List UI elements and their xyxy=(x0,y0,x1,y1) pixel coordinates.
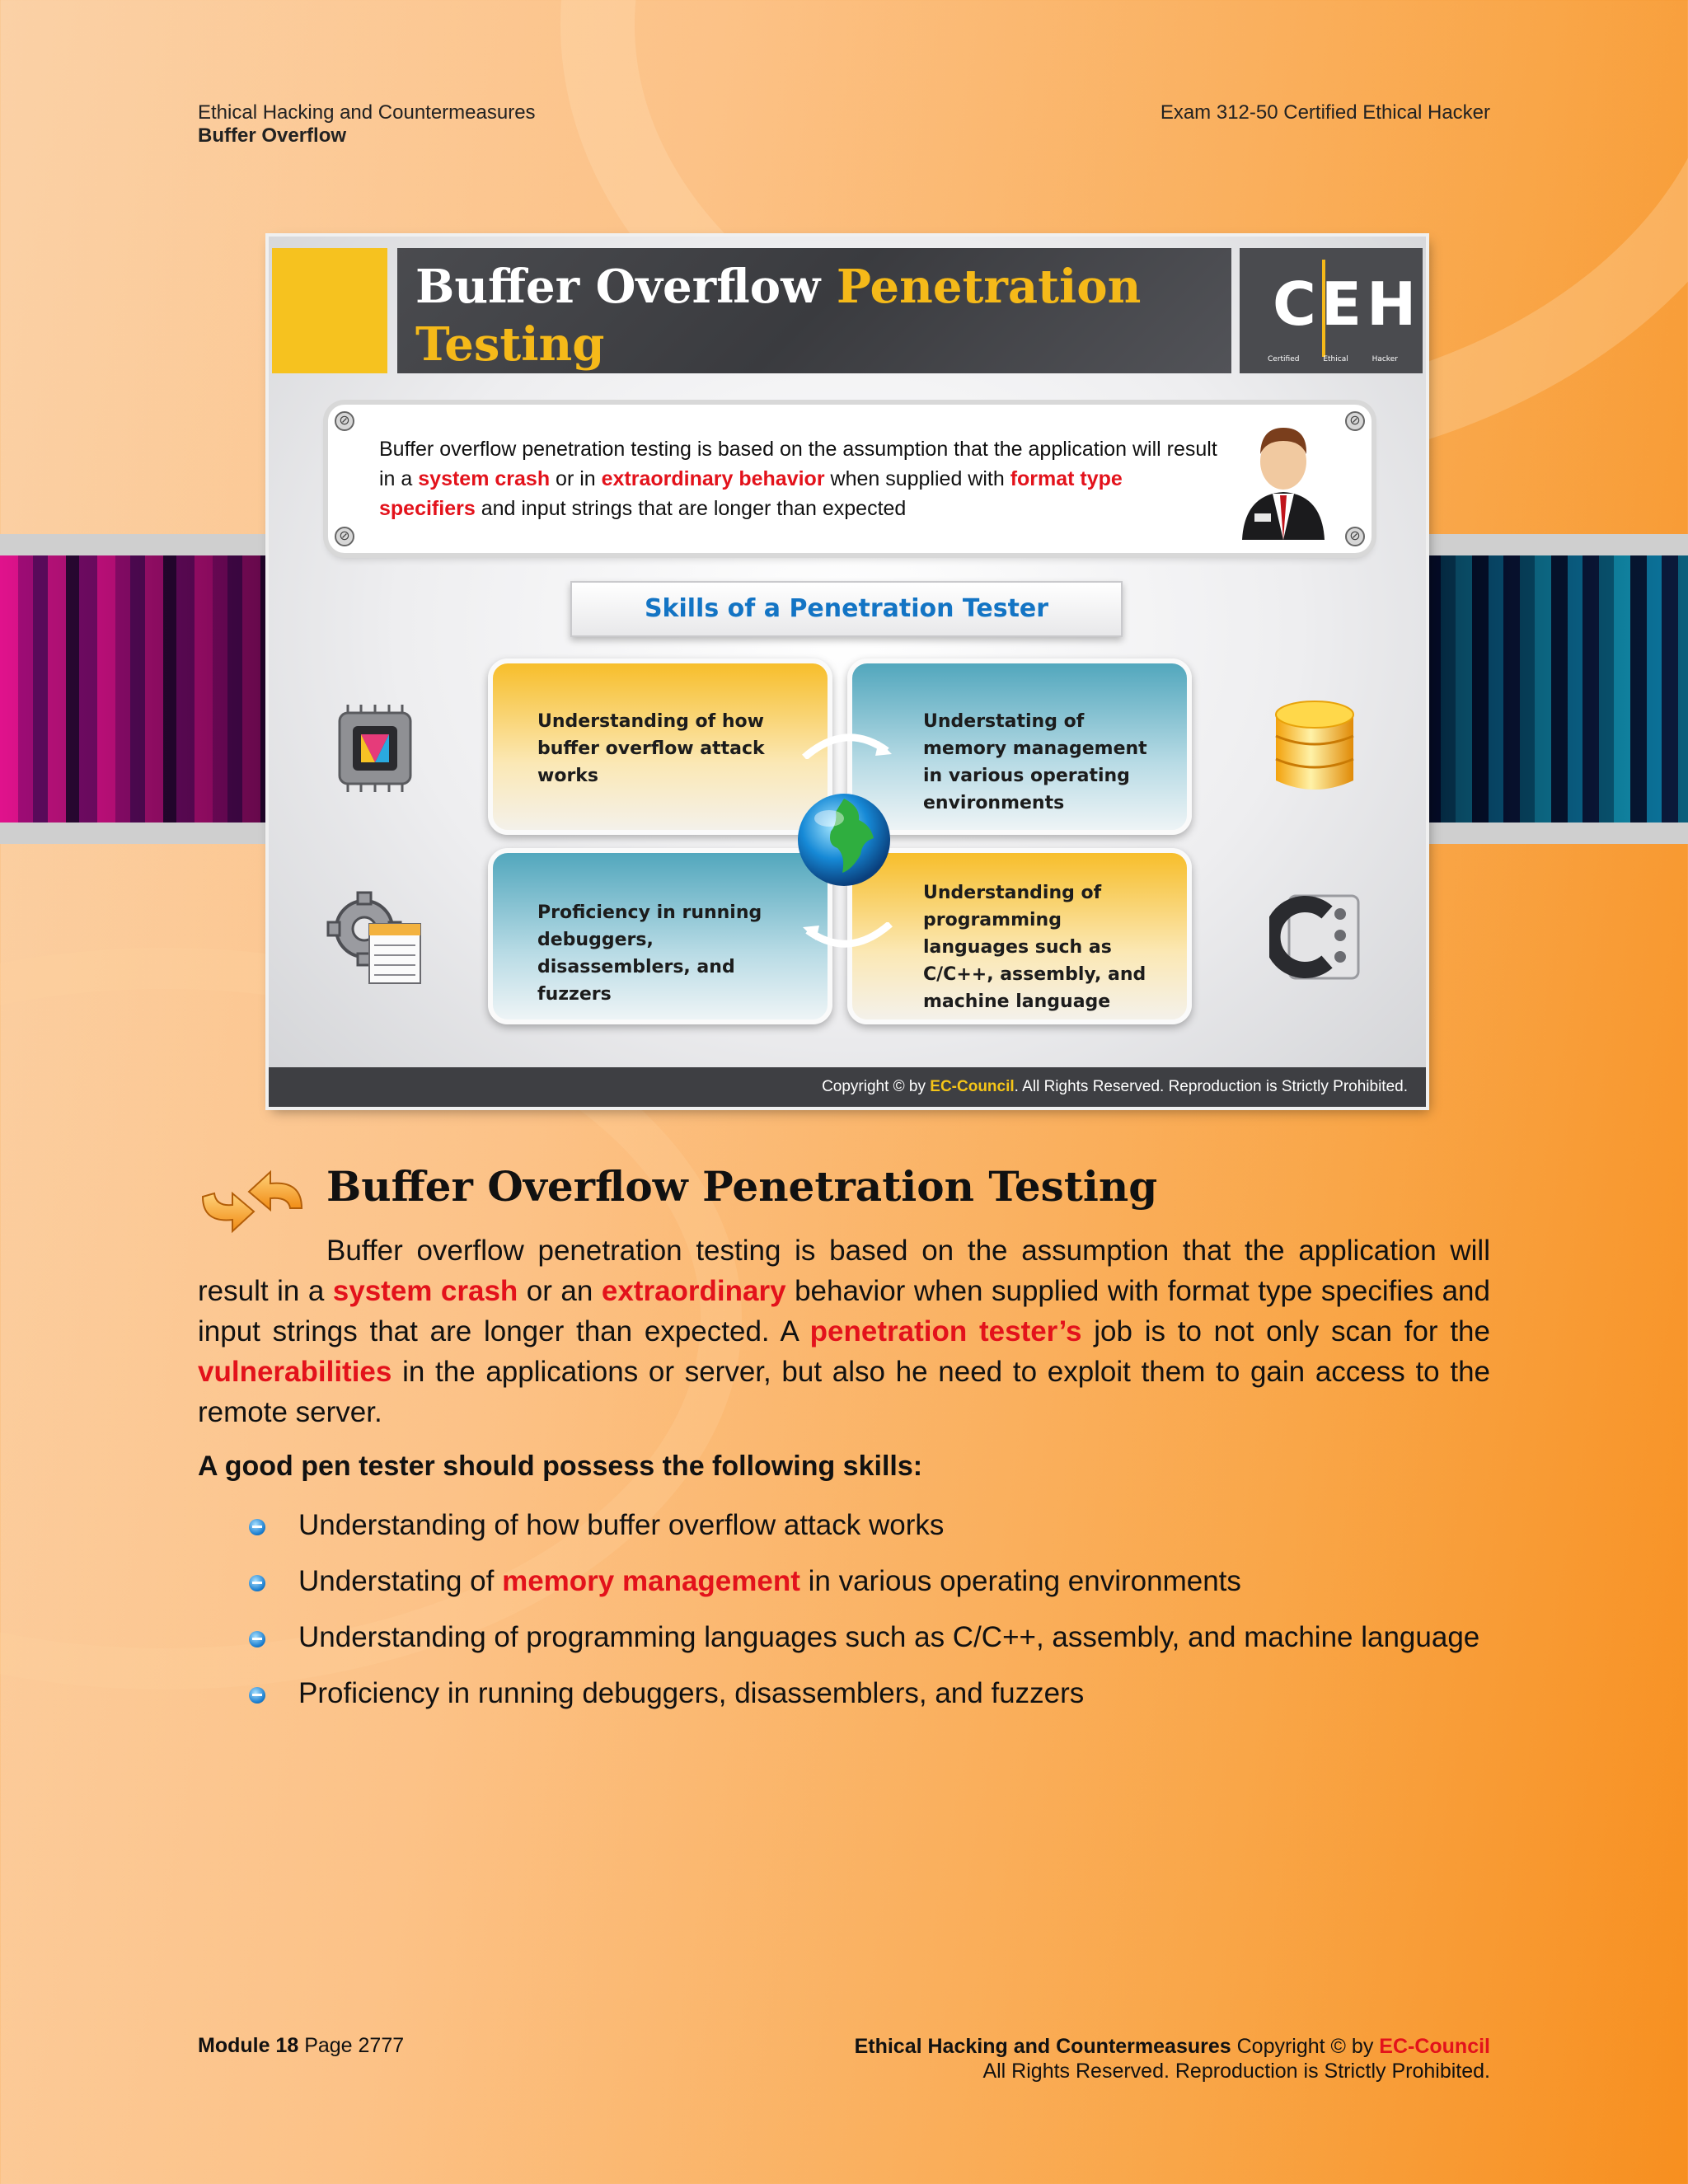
footer-course-title: Ethical Hacking and Countermeasures xyxy=(854,2035,1231,2058)
skill-cell: Proficiency in running debuggers, disassemblers, and fuzzers xyxy=(488,848,832,1024)
intro-highlight: format type specifiers xyxy=(379,467,1123,520)
list-item xyxy=(247,1505,1490,1546)
bullet-icon xyxy=(249,1575,265,1591)
list-item-text: in various operating environments xyxy=(799,1565,1241,1597)
skill-cell: Understating of memory management in various operating environments xyxy=(847,658,1192,835)
header-exam-title: Exam 312-50 Certified Ethical Hacker xyxy=(1160,101,1490,124)
page-footer-right xyxy=(855,2034,1490,2083)
paragraph-text: in the applications or server, but also he need to exploit them to gain access to the remote server. xyxy=(198,1356,1490,1428)
skills-list xyxy=(247,1505,1490,1729)
globe-icon xyxy=(795,790,893,889)
slide-title-part1: Buffer Overflow xyxy=(415,260,837,314)
bullet-icon xyxy=(249,1687,265,1704)
skills-heading: A good pen tester should possess the following skills: xyxy=(198,1451,923,1482)
decorative-stripe-left xyxy=(0,534,272,844)
list-item xyxy=(247,1561,1490,1602)
list-item-text: Understanding of programming languages such as C/C++, assembly, and machine language xyxy=(298,1621,1480,1653)
slide-image xyxy=(269,237,1426,1107)
chip-icon xyxy=(328,701,422,795)
intro-highlight: system crash xyxy=(418,467,551,490)
paragraph-highlight: system crash xyxy=(332,1275,518,1307)
paragraph-highlight: vulnerabilities xyxy=(198,1356,392,1388)
bullet-icon xyxy=(249,1631,265,1647)
intro-highlight: extraordinary behavior xyxy=(601,467,825,490)
gear-document-icon xyxy=(325,888,427,987)
list-item-highlight: memory management xyxy=(502,1565,800,1597)
list-item-text: Understanding of how buffer overflow attack works xyxy=(298,1509,945,1541)
section-paragraph xyxy=(198,1230,1490,1432)
skill-cell: Understanding of programming languages such as C/C++, assembly, and machine language xyxy=(847,848,1192,1024)
screw-icon: ⊘ xyxy=(1345,527,1365,546)
skills-title: Skills of a Penetration Tester xyxy=(570,581,1123,637)
slide-title xyxy=(397,248,1231,373)
page-header-left xyxy=(198,101,536,148)
ceh-logo xyxy=(1240,248,1423,373)
slide-title-part2: Penetration Testing xyxy=(415,260,1142,372)
header-module-title: Buffer Overflow xyxy=(198,124,347,147)
paragraph-text: Buffer overflow penetration testing is based on the assumption that the application will result in a xyxy=(198,1235,1490,1307)
c-language-icon xyxy=(1269,889,1365,985)
screw-icon: ⊘ xyxy=(335,411,354,431)
intro-box xyxy=(328,405,1372,553)
intro-text-part: Buffer overflow penetration testing is based on the assumption that the application will result in a xyxy=(379,438,1217,490)
paragraph-text: or an xyxy=(518,1275,602,1307)
logo-small-text: Certified Ethical Hacker xyxy=(1268,355,1398,363)
bullet-icon xyxy=(249,1519,265,1535)
screw-icon: ⊘ xyxy=(335,527,354,546)
header-course-title: Ethical Hacking and Countermeasures xyxy=(198,101,536,124)
slide-accent-block xyxy=(272,248,387,373)
list-item xyxy=(247,1617,1490,1658)
slide-footer xyxy=(269,1067,1426,1107)
list-item-text: Understating of xyxy=(298,1565,503,1597)
intro-text-part: and input strings that are longer than expected xyxy=(475,497,907,520)
intro-text-part: when supplied with xyxy=(824,467,1010,490)
skill-cell: Understanding of how buffer overflow attack works xyxy=(488,658,832,835)
slide-footer-brand: EC-Council xyxy=(930,1078,1015,1095)
paragraph-text: behavior when supplied with format type specifies and input strings that are longer than expected. A xyxy=(198,1275,1490,1347)
paragraph-text: job is to not only scan for the xyxy=(1081,1315,1490,1347)
page-number: Page 2777 xyxy=(298,2034,405,2057)
swap-arrows-icon xyxy=(198,1169,307,1235)
slide-footer-text: . All Rights Reserved. Reproduction is Strictly Prohibited. xyxy=(1014,1078,1408,1095)
page-footer-left xyxy=(198,2034,404,2058)
paragraph-highlight: extraordinary xyxy=(601,1275,786,1307)
paragraph-highlight: penetration tester’s xyxy=(809,1315,1082,1347)
logo-letters: CEH xyxy=(1273,269,1422,339)
database-icon xyxy=(1269,695,1360,802)
section-title: Buffer Overflow Penetration Testing xyxy=(326,1162,1158,1211)
footer-rights: All Rights Reserved. Reproduction is Strictly Prohibited. xyxy=(982,2060,1490,2083)
screw-icon: ⊘ xyxy=(1345,411,1365,431)
list-item xyxy=(247,1673,1490,1714)
slide-footer-text: Copyright © by xyxy=(822,1078,931,1095)
person-icon xyxy=(1238,416,1329,540)
intro-text xyxy=(379,434,1220,523)
footer-brand: EC-Council xyxy=(1379,2035,1490,2058)
decorative-stripe-right xyxy=(1424,534,1688,844)
cycle-arrow-icon xyxy=(796,726,898,759)
cycle-arrow-icon xyxy=(796,922,898,955)
list-item-text: Proficiency in running debuggers, disassemblers, and fuzzers xyxy=(298,1677,1085,1709)
intro-text-part: or in xyxy=(550,467,602,490)
footer-copyright: Copyright © by xyxy=(1231,2035,1380,2058)
module-label: Module 18 xyxy=(198,2034,299,2057)
